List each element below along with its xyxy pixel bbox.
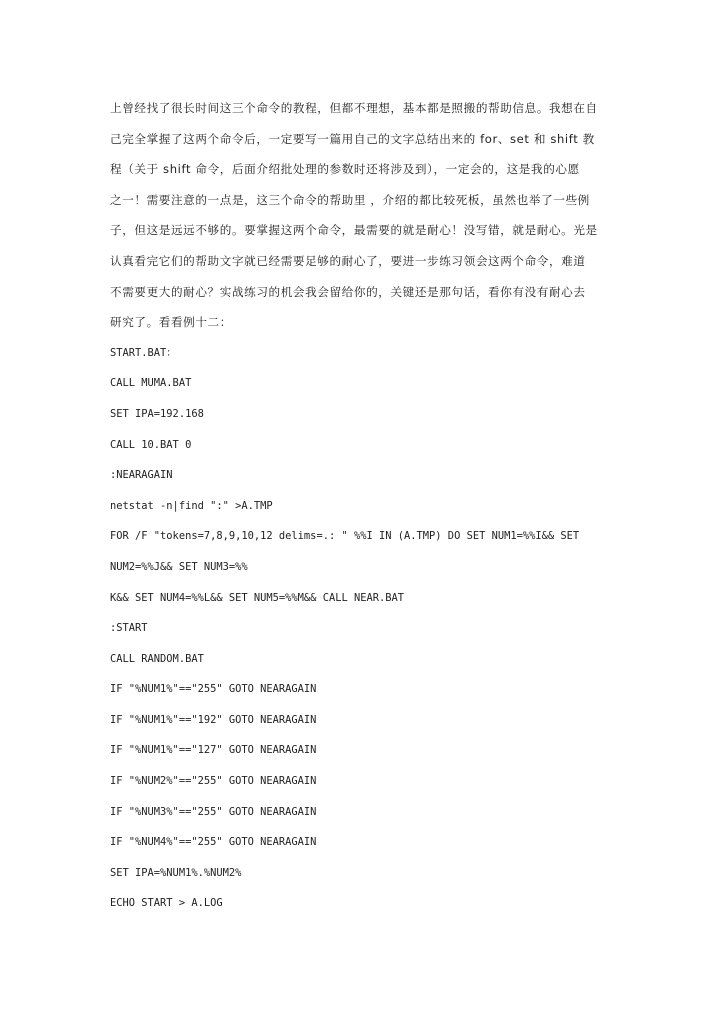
code-line: NUM2=%%J&& SET NUM3=%% bbox=[110, 560, 248, 573]
code-line: SET IPA=192.168 bbox=[110, 407, 204, 420]
code-line: ECHO START > A.LOG bbox=[110, 897, 223, 910]
code-line: IF "%NUM1%"=="255" GOTO NEARAGAIN bbox=[110, 683, 317, 696]
prose-line: 程（关于 shift 命令，后面介绍批处理的参数时还将涉及到），一定会的，这是我的心愿 bbox=[110, 162, 580, 177]
prose-line: 不需要更大的耐心？实战练习的机会我会留给你的，关键还是那句话，看你有没有耐心去 bbox=[110, 284, 586, 299]
prose-paragraph bbox=[110, 93, 630, 338]
code-line: CALL 10.BAT 0 bbox=[110, 438, 192, 451]
prose-line: 子，但这是远远不够的。要掌握这两个命令，最需要的就是耐心！没写错，就是耐心。光是 bbox=[110, 223, 598, 238]
code-line: START.BAT： bbox=[110, 346, 177, 359]
code-line: SET IPA=%NUM1%.%NUM2% bbox=[110, 866, 242, 879]
code-line: :NEARAGAIN bbox=[110, 469, 173, 482]
prose-line: 己完全掌握了这两个命令后，一定要写一篇用自己的文字总结出来的 for、set 和 shift 教 bbox=[110, 131, 595, 146]
code-block bbox=[110, 338, 630, 919]
prose-line: 之一！需要注意的一点是，这三个命令的帮助里 ，介绍的都比较死板，虽然也举了一些例 bbox=[110, 192, 590, 207]
code-line: IF "%NUM1%"=="127" GOTO NEARAGAIN bbox=[110, 744, 317, 757]
code-line: CALL MUMA.BAT bbox=[110, 377, 192, 390]
prose-line: 上曾经找了很长时间这三个命令的教程，但都不理想，基本都是照搬的帮助信息。我想在自 bbox=[110, 101, 598, 115]
code-line: IF "%NUM2%"=="255" GOTO NEARAGAIN bbox=[110, 775, 317, 788]
document-body bbox=[110, 93, 630, 919]
code-line: CALL RANDOM.BAT bbox=[110, 652, 204, 665]
code-line: K&& SET NUM4=%%L&& SET NUM5=%%M&& CALL NEAR.BAT bbox=[110, 591, 405, 604]
code-line: IF "%NUM1%"=="192" GOTO NEARAGAIN bbox=[110, 713, 317, 726]
code-line: :START bbox=[110, 622, 148, 635]
prose-line: 研究了。看看例十二： bbox=[110, 315, 232, 330]
code-line: IF "%NUM3%"=="255" GOTO NEARAGAIN bbox=[110, 805, 317, 818]
prose-line: 认真看完它们的帮助文字就已经需要足够的耐心了，要进一步练习领会这两个命令，难道 bbox=[110, 253, 586, 268]
code-line: IF "%NUM4%"=="255" GOTO NEARAGAIN bbox=[110, 836, 317, 849]
code-line: FOR /F "tokens=7,8,9,10,12 delims=.: " %%I IN (A.TMP) DO SET NUM1=%%I&& SET bbox=[110, 530, 580, 543]
code-line: netstat -n|find ":" >A.TMP bbox=[110, 499, 273, 512]
